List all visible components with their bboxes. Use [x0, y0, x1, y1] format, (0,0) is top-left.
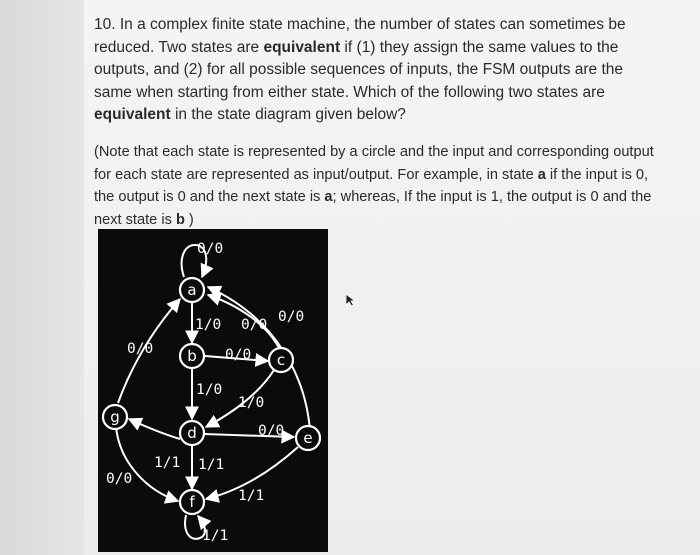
state-f-label: f — [189, 493, 195, 511]
question-middle: if (1) they assign the same values to the outputs, and (2) for all possible sequences of inputs, the FSM outputs are the same when starting from either state. Which of the following two states are — [94, 38, 624, 101]
mouse-pointer-icon — [345, 293, 359, 312]
question-suffix: in the state diagram given below? — [170, 106, 406, 123]
edge-label-d-to-f: 1/1 — [198, 457, 225, 473]
note-text — [94, 141, 654, 231]
question-term-equivalent-2: equivalent — [94, 106, 171, 123]
note-part4: ) — [184, 211, 194, 228]
note-part3: ; whereas, If the input is 1, the output is 0 and the next state is — [94, 189, 652, 228]
edge-label-b-to-d: 1/0 — [196, 382, 223, 398]
note-part1: (Note that each state is represented by a circle and the input and corresponding output for each state are represented as input/output. For example, in state — [94, 144, 654, 183]
state-diagram-svg — [98, 229, 328, 552]
state-g-label: g — [110, 408, 120, 426]
edge-label-a-to-b: 1/0 — [195, 317, 222, 333]
state-diagram — [98, 229, 328, 552]
state-c-label: c — [276, 351, 286, 369]
edge-label-d-to-e: 0/0 — [258, 423, 285, 439]
question-term-equivalent-1: equivalent — [263, 38, 341, 56]
state-d-label: d — [187, 424, 197, 442]
edge-label-d-to-g: 1/1 — [154, 455, 181, 471]
state-e-label: e — [303, 429, 313, 447]
edge-label-g-to-f: 0/0 — [106, 471, 133, 487]
note-part2: if the input is 0, the output is 0 and the next state is — [94, 166, 649, 205]
edge-label-e-to-a: 0/0 — [278, 309, 305, 325]
edge-d-to-g — [129, 419, 180, 439]
note-next-a: a — [324, 189, 333, 205]
edge-label-g-to-a: 0/0 — [127, 341, 154, 357]
note-next-b: b — [175, 211, 185, 228]
state-b-label: b — [187, 347, 197, 365]
question-prefix: 10. In a complex finite state machine, the number of states can sometimes be reduced. Two states are — [94, 16, 626, 56]
page-edge-shadow — [0, 0, 84, 555]
edge-label-f-self: 1/1 — [202, 528, 229, 544]
state-a-label: a — [187, 281, 197, 299]
note-state-a: a — [537, 166, 546, 183]
edge-label-c-to-d: 1/0 — [238, 395, 265, 411]
edge-label-a-self: 0/0 — [197, 241, 224, 257]
edge-label-e-to-f: 1/1 — [238, 488, 265, 504]
edge-label-b-to-c: 0/0 — [225, 347, 252, 363]
question-text — [94, 14, 654, 127]
edge-label-c-to-a: 0/0 — [241, 317, 268, 333]
